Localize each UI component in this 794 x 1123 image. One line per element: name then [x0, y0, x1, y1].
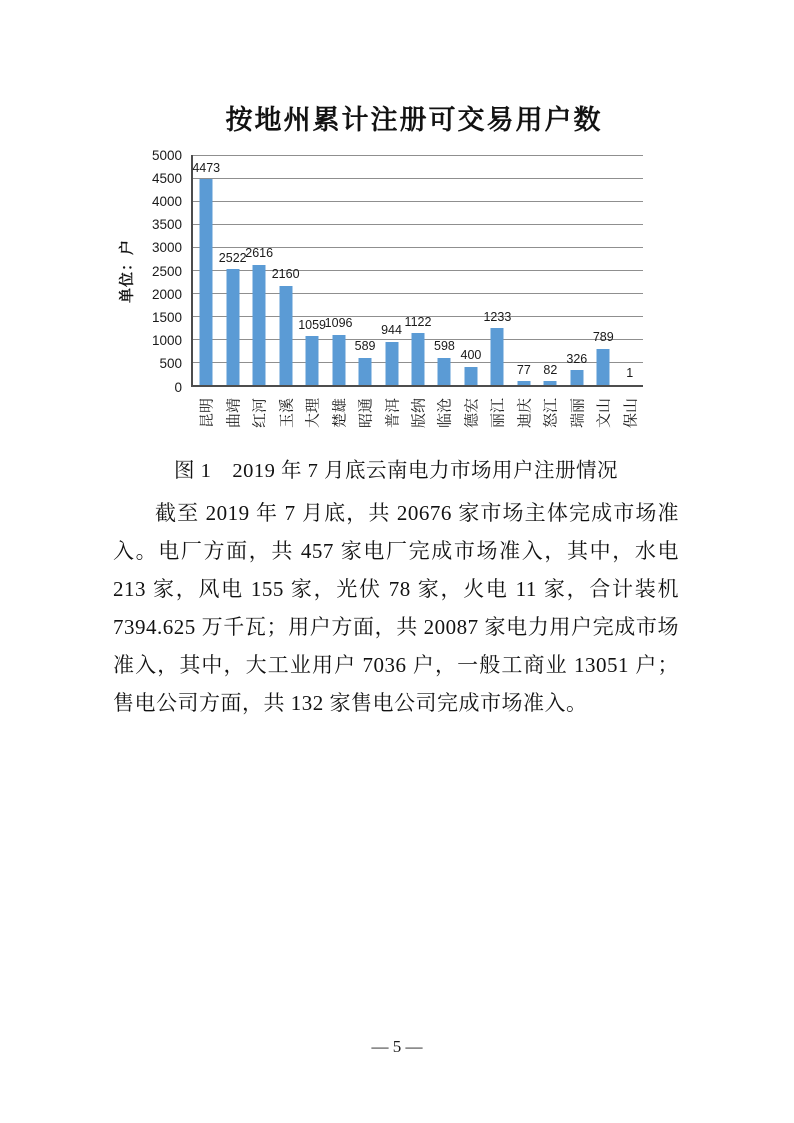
- x-category-label: 楚雄: [332, 397, 349, 429]
- y-tick-label: 5000: [151, 147, 182, 163]
- bar: [332, 335, 345, 385]
- y-tick-label: 0: [174, 379, 182, 395]
- bar-value-label: 2522: [218, 250, 247, 265]
- bar-value-label: 789: [592, 330, 614, 345]
- chart-title: 按地州累计注册可交易用户数: [225, 105, 603, 135]
- bar: [464, 367, 477, 385]
- bar-column: [483, 155, 512, 429]
- y-tick-label: 3500: [151, 216, 182, 232]
- y-tick-label: 1500: [151, 309, 182, 325]
- bar-value-label: 589: [354, 339, 376, 354]
- page-content: [113, 98, 679, 722]
- bar-value-label: 598: [434, 339, 455, 353]
- bar: [570, 370, 583, 385]
- bar-value-label: 944: [381, 323, 402, 338]
- bar: [544, 381, 557, 385]
- bar-column: [218, 155, 247, 429]
- bar: [279, 286, 292, 385]
- bar-column: [431, 155, 457, 429]
- bar: [517, 381, 530, 385]
- bar-column: [617, 155, 643, 429]
- chart-plot-row: [113, 147, 679, 429]
- bar-column: [245, 155, 274, 429]
- x-category-label: 普洱: [385, 397, 402, 429]
- bar: [491, 328, 504, 385]
- bar: [306, 336, 319, 385]
- x-category-label: 大理: [305, 397, 322, 429]
- bar-column: [404, 155, 432, 429]
- bar-value-label: 1059: [298, 317, 327, 332]
- body-paragraph: 截至 2019 年 7 月底，共 20676 家市场主体完成市场准入。电厂方面，共 457 家电厂完成市场准入，其中，水电 213 家，风电 155 家，光伏 78 家，火电 11 家，合计装机 7394.625 万千瓦；用户方面，共 20087 家电力用户完成市场准入，其中，大工业用户 7036 户，一般工商业 13051 户；售电公司方面，共 132 家售电公司完成市场准入。: [113, 501, 679, 715]
- x-category-label: 丽江: [490, 397, 507, 429]
- y-axis-label-wrap: [113, 155, 139, 387]
- bar-column: [352, 155, 378, 429]
- y-tick-label: 4500: [151, 170, 182, 186]
- bar-value-label: 4473: [192, 160, 221, 175]
- bar: [226, 269, 239, 385]
- y-axis-label: 单位：户: [118, 238, 136, 304]
- y-axis-ticks: [139, 147, 191, 395]
- bar-value-label: 1233: [483, 309, 512, 324]
- x-category-label: 德宏: [464, 397, 481, 429]
- x-category-label: 玉溪: [279, 397, 296, 429]
- bar-value-label: 1122: [404, 314, 432, 329]
- bar: [385, 342, 398, 385]
- bar: [200, 179, 213, 385]
- bar-column: [590, 155, 616, 429]
- bar-column: [564, 155, 590, 429]
- bar-chart: [113, 98, 679, 429]
- bar-column: [378, 155, 404, 429]
- bar-value-label: 400: [460, 348, 482, 363]
- bar: [411, 333, 424, 385]
- bar: [597, 349, 610, 385]
- bars-container: [192, 155, 643, 429]
- bar-column: [271, 155, 300, 429]
- x-category-label: 怒江: [543, 397, 560, 429]
- bar-column: [192, 155, 221, 429]
- bar-value-label: 77: [516, 362, 531, 377]
- y-tick-label: 2000: [151, 286, 182, 302]
- bar-column: [298, 155, 327, 429]
- x-category-label: 临沧: [437, 397, 454, 429]
- x-category-label: 曲靖: [226, 397, 243, 429]
- bar-value-label: 82: [543, 362, 558, 377]
- bar-value-label: 326: [566, 351, 588, 366]
- bar: [359, 358, 372, 385]
- x-category-label: 迪庆: [517, 397, 534, 429]
- x-category-label: 昆明: [199, 397, 216, 429]
- x-category-label: 文山: [596, 397, 613, 429]
- figure-caption: 图 1 2019 年 7 月底云南电力市场用户注册情况: [174, 460, 618, 482]
- x-category-label: 瑞丽: [570, 397, 587, 429]
- bar-column: [324, 155, 353, 429]
- x-category-label: 保山: [623, 397, 640, 429]
- bar: [438, 358, 451, 386]
- bar: [253, 265, 266, 385]
- bar-value-label: 2616: [245, 246, 274, 261]
- page-number: — 5 —: [371, 1037, 423, 1056]
- bar-value-label: 1096: [324, 316, 353, 331]
- bar-value-label: 1: [626, 366, 634, 381]
- y-tick-label: 1000: [151, 332, 182, 348]
- y-tick-label: 2500: [151, 263, 182, 279]
- bar-column: [537, 155, 563, 429]
- y-tick-label: 4000: [151, 193, 182, 209]
- y-tick-label: 3000: [151, 240, 182, 256]
- x-category-label: 昭通: [358, 397, 375, 429]
- bar-value-label: 2160: [271, 267, 300, 282]
- bar-column: [458, 155, 484, 429]
- bar-column: [511, 155, 537, 429]
- y-tick-label: 500: [159, 356, 182, 372]
- x-category-label: 版纳: [411, 397, 428, 429]
- x-category-label: 红河: [252, 397, 269, 429]
- plot-area: [191, 155, 643, 429]
